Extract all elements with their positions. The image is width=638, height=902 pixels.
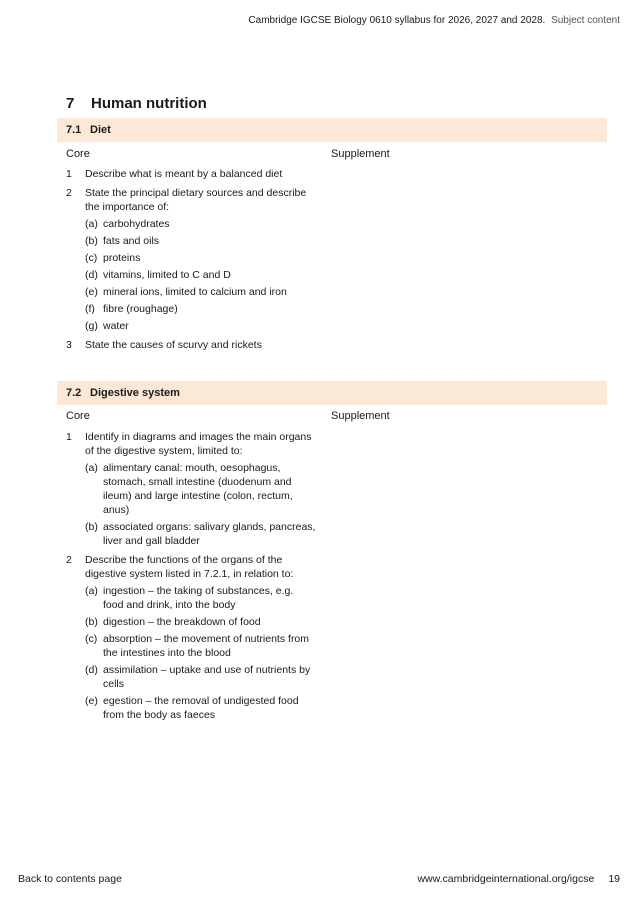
- chapter-name: Human nutrition: [91, 95, 207, 112]
- sub-item: [85, 234, 316, 248]
- sub-item-text: absorption – the movement of nutrients from the intestines into the blood: [103, 633, 310, 659]
- running-header: [248, 15, 620, 26]
- sub-item: [85, 615, 316, 629]
- item-number: 3: [66, 339, 72, 351]
- item-number: 1: [66, 431, 72, 443]
- sub-item: [85, 694, 316, 722]
- section-number: 7.2: [66, 387, 82, 399]
- core-list-digestive-system: [66, 430, 316, 727]
- chapter-title: [66, 95, 207, 112]
- section-title: Digestive system: [90, 387, 180, 399]
- header-section-name: Subject content: [551, 15, 620, 26]
- sub-item-text: carbohydrates: [103, 218, 170, 230]
- item-number: 2: [66, 554, 72, 566]
- sub-item-label: (d): [85, 664, 98, 676]
- back-to-contents-link[interactable]: Back to contents page: [18, 873, 122, 885]
- list-item: [66, 430, 316, 548]
- sub-item-label: (a): [85, 585, 98, 597]
- sub-item-text: egestion – the removal of undigested food from the body as faeces: [103, 695, 299, 721]
- item-body: [85, 430, 316, 548]
- sub-item: [85, 217, 316, 231]
- sub-item-label: (b): [85, 521, 98, 533]
- sub-item-label: (a): [85, 462, 98, 474]
- section-title: Diet: [90, 124, 111, 136]
- sub-item: [85, 632, 316, 660]
- sub-item-label: (c): [85, 633, 98, 645]
- list-item: [66, 553, 316, 722]
- item-number: 2: [66, 187, 72, 199]
- sub-item-label: (e): [85, 286, 98, 298]
- website-link[interactable]: www.cambridgeinternational.org/igcse: [417, 873, 595, 885]
- item-body: [85, 338, 316, 352]
- list-item: [66, 167, 316, 181]
- section-number: 7.1: [66, 124, 82, 136]
- item-text: Describe the functions of the organs of the digestive system listed in 7.2.1, in relation to:: [85, 554, 294, 580]
- sub-item-label: (e): [85, 695, 98, 707]
- item-body: [85, 186, 316, 333]
- page-number: 19: [608, 873, 620, 885]
- sub-item-text: ingestion – the taking of substances, e.g. food and drink, into the body: [103, 585, 294, 611]
- sub-item-label: (c): [85, 252, 98, 264]
- sub-item-label: (a): [85, 218, 98, 230]
- sub-item: [85, 520, 316, 548]
- sub-item: [85, 663, 316, 691]
- item-text: Describe what is meant by a balanced diet: [85, 168, 283, 180]
- sub-item-text: vitamins, limited to C and D: [103, 269, 231, 281]
- sub-item-label: (f): [85, 303, 95, 315]
- sub-item: [85, 285, 316, 299]
- sub-item: [85, 319, 316, 333]
- item-body: [85, 167, 316, 181]
- supplement-column-heading: Supplement: [331, 410, 390, 422]
- sub-item-text: mineral ions, limited to calcium and iron: [103, 286, 287, 298]
- sub-item: [85, 584, 316, 612]
- sub-item: [85, 302, 316, 316]
- item-text: Identify in diagrams and images the main organs of the digestive system, limited to:: [85, 431, 312, 457]
- sub-item-label: (d): [85, 269, 98, 281]
- sub-item: [85, 268, 316, 282]
- syllabus-title: Cambridge IGCSE Biology 0610 syllabus for 2026, 2027 and 2028.: [248, 15, 546, 26]
- item-text: State the principal dietary sources and describe the importance of:: [85, 187, 307, 213]
- section-bar-diet: [57, 118, 607, 142]
- supplement-column-heading: Supplement: [331, 148, 390, 160]
- sub-item-label: (b): [85, 235, 98, 247]
- sub-item-text: fats and oils: [103, 235, 160, 247]
- sub-item-text: assimilation – uptake and use of nutrients by cells: [103, 664, 311, 690]
- sub-item-text: digestion – the breakdown of food: [103, 616, 261, 628]
- list-item: [66, 186, 316, 333]
- section-bar-digestive-system: [57, 381, 607, 405]
- item-text: State the causes of scurvy and rickets: [85, 339, 262, 351]
- sub-item-text: alimentary canal: mouth, oesophagus, stomach, small intestine (duodenum and ileum) and large intestine (colon, rectum, anus): [103, 462, 293, 516]
- sub-item-text: fibre (roughage): [103, 303, 178, 315]
- sub-item: [85, 461, 316, 517]
- sub-item-label: (g): [85, 320, 98, 332]
- list-item: [66, 338, 316, 352]
- sub-item-text: proteins: [103, 252, 141, 264]
- sub-item-text: associated organs: salivary glands, pancreas, liver and gall bladder: [103, 521, 316, 547]
- sub-item-label: (b): [85, 616, 98, 628]
- footer-right: [417, 873, 620, 885]
- core-column-heading: Core: [66, 148, 90, 160]
- chapter-number: 7: [66, 95, 75, 112]
- item-number: 1: [66, 168, 72, 180]
- item-body: [85, 553, 316, 722]
- sub-item-text: water: [103, 320, 129, 332]
- core-list-diet: [66, 167, 316, 357]
- core-column-heading: Core: [66, 410, 90, 422]
- sub-item: [85, 251, 316, 265]
